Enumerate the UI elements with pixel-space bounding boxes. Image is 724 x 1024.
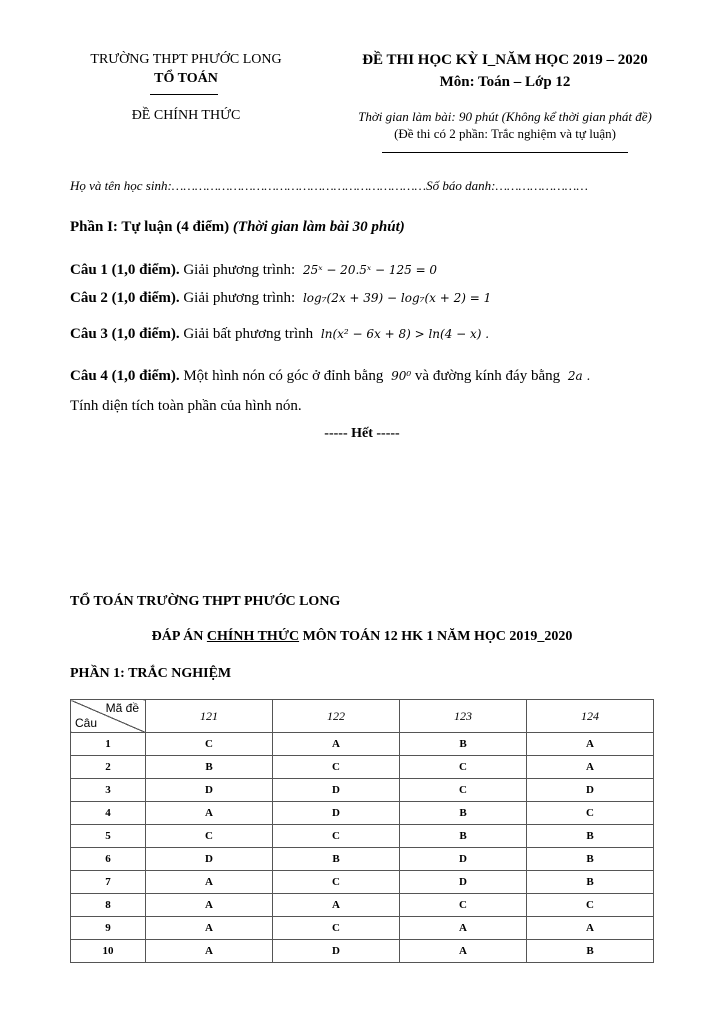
answer-key-title-pre: ĐÁP ÁN: [151, 629, 204, 644]
table-row: [71, 779, 654, 802]
question-number-cell: 1: [71, 733, 146, 756]
code-header: 124: [527, 700, 654, 733]
answer-table-header: [71, 700, 654, 733]
student-info-line: Họ và tên học sinh:…………………………………………………………Số báo danh:……………………: [70, 178, 588, 193]
answer-cell: A: [273, 733, 400, 756]
code-header: 121: [146, 700, 273, 733]
part1-time-note: (Thời gian làm bài 30 phút): [232, 219, 405, 235]
answer-cell: D: [400, 871, 527, 894]
question-number-cell: 6: [71, 848, 146, 871]
question-number-cell: 2: [71, 756, 146, 779]
question-text: Giải phương trình:: [183, 290, 296, 306]
part1-title: Phần I: Tự luận (4 điểm): [70, 219, 230, 235]
answer-key-title-post: MÔN TOÁN 12 HK 1 NĂM HỌC 2019_2020: [302, 629, 573, 644]
answer-cell: D: [527, 779, 654, 802]
school-name: TRƯỜNG THPT PHƯỚC LONG: [90, 52, 282, 67]
answer-key-department: TỔ TOÁN TRƯỜNG THPT PHƯỚC LONG: [70, 594, 341, 609]
question-3: [70, 326, 489, 343]
question-1: [70, 262, 437, 279]
department-name: TỔ TOÁN: [154, 71, 218, 86]
question-4-line-2: Tính diện tích toàn phần của hình nón.: [70, 398, 302, 414]
answer-cell: C: [273, 917, 400, 940]
answer-cell: A: [400, 917, 527, 940]
answer-cell: C: [273, 825, 400, 848]
exam-parts-note: (Đề thi có 2 phần: Trắc nghiệm và tự luận): [394, 126, 616, 141]
answer-table: [70, 699, 654, 963]
answer-cell: B: [146, 756, 273, 779]
question-2: [70, 290, 491, 307]
corner-label-code: Mã đề: [105, 701, 139, 715]
answer-cell: D: [273, 779, 400, 802]
question-number-cell: 10: [71, 940, 146, 963]
table-row: [71, 894, 654, 917]
answer-cell: D: [273, 802, 400, 825]
answer-cell: D: [146, 779, 273, 802]
answer-key-title-underlined: CHÍNH THỨC: [206, 629, 300, 644]
answer-cell: C: [273, 871, 400, 894]
question-formula: 25ˣ − 20.5ˣ − 125 = 0: [302, 263, 438, 277]
table-row: [71, 940, 654, 963]
parts-underline: [382, 152, 628, 153]
answer-cell: A: [527, 756, 654, 779]
answer-cell: C: [527, 802, 654, 825]
question-number-cell: 7: [71, 871, 146, 894]
answer-cell: B: [400, 733, 527, 756]
question-formula: log₇(2x + 39) − log₇(x + 2) = 1: [302, 291, 492, 305]
part1-heading: [70, 219, 405, 236]
question-4: [70, 368, 590, 385]
answer-cell: B: [527, 848, 654, 871]
answer-cell: B: [273, 848, 400, 871]
answer-cell: A: [146, 871, 273, 894]
answer-cell: D: [400, 848, 527, 871]
exam-duration: Thời gian làm bài: 90 phút (Không kể thời gian phát đề): [358, 109, 652, 124]
answer-cell: A: [146, 917, 273, 940]
answer-cell: C: [400, 756, 527, 779]
table-row: [71, 756, 654, 779]
question-number-cell: 5: [71, 825, 146, 848]
table-row: [71, 802, 654, 825]
answer-cell: B: [400, 802, 527, 825]
question-label: Câu 1 (1,0 điểm).: [70, 262, 180, 278]
table-row: [71, 848, 654, 871]
answer-cell: D: [273, 940, 400, 963]
question-number-cell: 8: [71, 894, 146, 917]
answer-table-body: [71, 733, 654, 963]
answer-cell: C: [400, 894, 527, 917]
code-header: 122: [273, 700, 400, 733]
corner-cell: [71, 700, 146, 733]
question-label: Câu 4 (1,0 điểm).: [70, 368, 180, 384]
question-number-cell: 4: [71, 802, 146, 825]
answer-cell: C: [146, 825, 273, 848]
exam-title: ĐỀ THI HỌC KỲ I_NĂM HỌC 2019 – 2020: [362, 52, 648, 68]
answer-cell: A: [400, 940, 527, 963]
question-text: Một hình nón có góc ở đỉnh bằng: [183, 368, 384, 384]
question-text: Giải phương trình:: [183, 262, 296, 278]
official-label: ĐỀ CHÍNH THỨC: [131, 108, 241, 123]
code-header: 123: [400, 700, 527, 733]
question-number-cell: 9: [71, 917, 146, 940]
answer-cell: B: [527, 825, 654, 848]
table-row: [71, 733, 654, 756]
answer-cell: B: [527, 871, 654, 894]
question-number-cell: 3: [71, 779, 146, 802]
answer-cell: C: [400, 779, 527, 802]
question-formula-2: 2a .: [567, 369, 591, 383]
answer-cell: A: [146, 940, 273, 963]
answer-cell: C: [273, 756, 400, 779]
corner-label-question: Câu: [75, 716, 98, 730]
question-text-continued: và đường kính đáy bằng: [414, 368, 561, 384]
answer-cell: D: [146, 848, 273, 871]
question-label: Câu 3 (1,0 điểm).: [70, 326, 180, 342]
answer-cell: C: [527, 894, 654, 917]
answer-cell: A: [273, 894, 400, 917]
exam-subject: Môn: Toán – Lớp 12: [439, 74, 571, 90]
multiple-choice-heading: PHẦN 1: TRẮC NGHIỆM: [70, 666, 232, 681]
table-row: [71, 917, 654, 940]
answer-cell: B: [400, 825, 527, 848]
answer-cell: B: [527, 940, 654, 963]
question-formula: ln(x² − 6x + 8) > ln(4 − x) .: [320, 327, 490, 341]
table-row: [71, 871, 654, 894]
answer-cell: A: [146, 802, 273, 825]
answer-cell: A: [527, 917, 654, 940]
end-marker: ----- Hết -----: [324, 426, 400, 441]
question-text: Giải bất phương trình: [183, 326, 314, 342]
answer-cell: C: [146, 733, 273, 756]
answer-cell: A: [527, 733, 654, 756]
answer-cell: A: [146, 894, 273, 917]
department-underline: [150, 94, 218, 95]
question-formula: 90⁰: [391, 369, 412, 383]
table-row: [71, 825, 654, 848]
question-label: Câu 2 (1,0 điểm).: [70, 290, 180, 306]
answer-key-title: [0, 629, 724, 645]
